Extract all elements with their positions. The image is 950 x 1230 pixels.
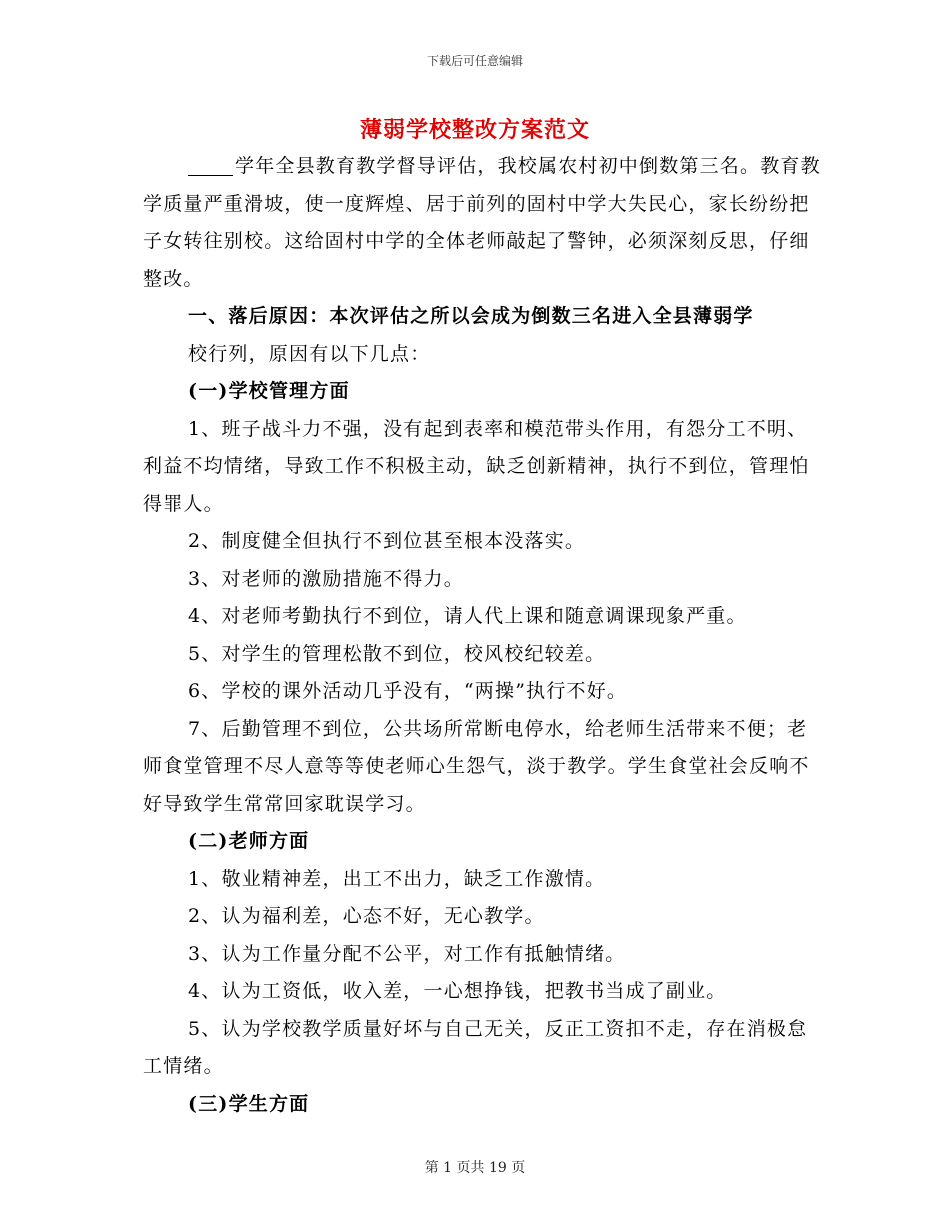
intro-paragraph <box>143 148 823 298</box>
document-title: 薄弱学校整改方案范文 <box>359 117 590 143</box>
list-item: 1、敬业精神差，出工不出力，缺乏工作激情。 <box>188 867 606 890</box>
section-heading-1: 一、落后原因：本次评估之所以会成为倒数三名进入全县薄弱学 <box>188 305 754 327</box>
intro-rest: 教育教学质量严重滑坡，使一度辉煌、居于前列的固村中学大失民心，家长纷纷把子女转往别校。这给固村中学的全体老师敲起了警钟，必须深刻反思，仔细整改。 <box>143 155 821 290</box>
subsection-heading-2: (二)老师方面 <box>188 830 310 852</box>
list-item: 3、认为工作量分配不公平，对工作有抵触情绪。 <box>188 942 626 965</box>
list-item: 1、班子战斗力不强，没有起到表率和模范带头作用，有怨分工不明、利益不均情绪，导致工作不积极主动，缺乏创新精神，执行不到位，管理怕得罪人。 <box>143 417 810 515</box>
year-blank <box>188 155 233 176</box>
list-item: 2、制度健全但执行不到位甚至根本没落实。 <box>188 530 586 552</box>
list-item: 5、对学生的管理松散不到位，校风校纪较差。 <box>188 642 606 665</box>
intro-lead: 学年全县教育教学督导评估，我校属农村初中倒数第三名。 <box>235 155 761 177</box>
subsection-heading-3: (三)学生方面 <box>188 1092 310 1115</box>
document-body <box>143 148 823 1123</box>
list-item: 5、认为学校教学质量好坏与自己无关，反正工资扣不走，存在消极怠工情绪。 <box>143 1017 808 1077</box>
list-item: 4、对老师考勤执行不到位，请人代上课和随意调课现象严重。 <box>188 605 747 627</box>
list-item: 2、认为福利差，心态不好，无心教学。 <box>188 905 545 927</box>
header-note: 下载后可任意编辑 <box>426 54 523 68</box>
list-item: 6、学校的课外活动几乎没有，“两操”执行不好。 <box>188 680 628 702</box>
list-item: 7、后勤管理不到位，公共场所常断电停水，给老师生活带来不便；老师食堂管理不尽人意等等使老师心生怨气，淡于教学。学生食堂社会反响不好导致学生常常回家耽误学习。 <box>143 717 810 815</box>
page-number: 第 1 页共 19 页 <box>424 1160 526 1176</box>
section-heading-1-cont: 校行列，原因有以下几点： <box>188 342 431 365</box>
list-item: 3、对老师的激励措施不得力。 <box>188 567 464 590</box>
subsection-heading-1: (一)学校管理方面 <box>188 380 350 402</box>
list-item: 4、认为工资低，收入差，一心想挣钱，把教书当成了副业。 <box>188 980 727 1002</box>
